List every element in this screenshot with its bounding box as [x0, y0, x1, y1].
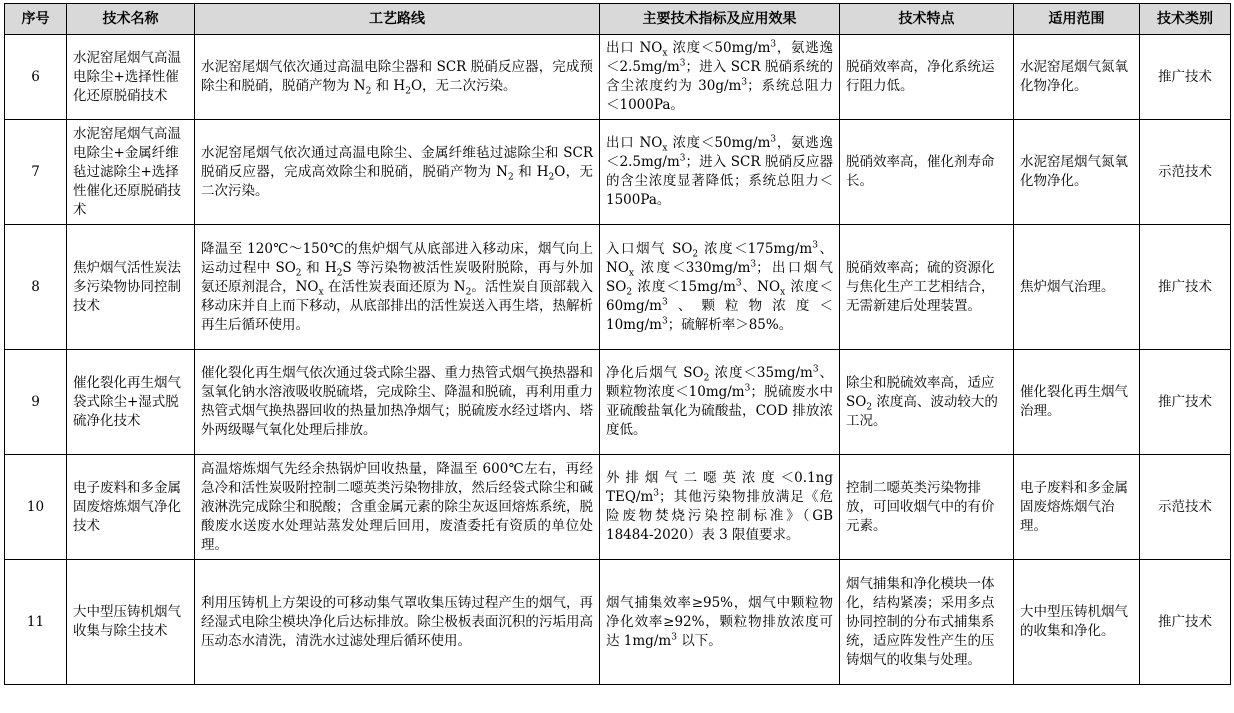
cell-scope: 催化裂化再生烟气治理。 [1014, 350, 1140, 455]
cell-feature: 脱硝效率高；硫的资源化与焦化生产工艺相结合，无需新建后处理装置。 [840, 225, 1014, 350]
table-row [5, 455, 1231, 560]
header-metric: 主要技术指标及应用效果 [600, 4, 840, 35]
table-header-row [5, 4, 1231, 35]
cell-name: 电子废料和多金属固废熔炼烟气净化技术 [67, 455, 195, 560]
cell-no: 9 [5, 350, 67, 455]
header-category: 技术类别 [1140, 4, 1231, 35]
cell-feature: 脱硝效率高，净化系统运行阻力低。 [840, 35, 1014, 120]
cell-route: 水泥窑尾烟气依次通过高温电除尘器和 SCR 脱硝反应器，完成预除尘和脱硝，脱硝产物为 $N_2$ 和 $H_2O$，无二次污染。 [195, 35, 600, 120]
cell-category: 推广技术 [1140, 35, 1231, 120]
table-row [5, 350, 1231, 455]
cell-metric: 净化后烟气 $SO_2$ 浓度$<35mg/m^3$、颗粒物浓度$<10mg/m^3$；脱硫废水中亚硫酸盐氧化为硫酸盐，COD 排放浓度低。 [600, 350, 840, 455]
cell-name: 焦炉烟气活性炭法多污染物协同控制技术 [67, 225, 195, 350]
cell-metric: 入口烟气 $SO_2$ 浓度$<175mg/m^3$、$NO_x$ 浓度$<330mg/m^3$；出口烟气 $SO_2$ 浓度$<15mg/m^3$、$NO_x$ 浓度$<60mg/m^3$、颗粒物浓度$<10mg/m^3$；硫解析率＞85%。 [600, 225, 840, 350]
cell-route: 水泥窑尾烟气依次通过高温电除尘、金属纤维毡过滤除尘和 SCR 脱硝反应器，完成高效除尘和脱硝，脱硝产物为 $N_2$ 和 $H_2O$，无二次污染。 [195, 120, 600, 225]
cell-name: 水泥窑尾烟气高温电除尘+选择性催化还原脱硝技术 [67, 35, 195, 120]
cell-no: 11 [5, 560, 67, 685]
cell-scope: 大中型压铸机烟气的收集和净化。 [1014, 560, 1140, 685]
table-row [5, 120, 1231, 225]
cell-metric: 烟气捕集效率≥95%，烟气中颗粒物净化效率≥92%，颗粒物排放浓度可达 $1mg/m^3$ 以下。 [600, 560, 840, 685]
cell-metric: 出口 $NO_x$ 浓度$<50mg/m^3$，氨逃逸$<2.5mg/m^3$；进入 SCR 脱硝系统的含尘浓度约为 $30g/m^3$；系统总阻力＜1000Pa。 [600, 35, 840, 120]
header-no: 序号 [5, 4, 67, 35]
cell-category: 推广技术 [1140, 225, 1231, 350]
cell-route: 催化裂化再生烟气依次通过袋式除尘器、重力热管式烟气换热器和氢氧化钠水溶液吸收脱硫塔，完成除尘、降温和脱硫，再利用重力热管式烟气换热器回收的热量加热净烟气；脱硫废水经过塔内、塔外两级曝气氧化处理后排放。 [195, 350, 600, 455]
cell-scope: 焦炉烟气治理。 [1014, 225, 1140, 350]
header-scope: 适用范围 [1014, 4, 1140, 35]
cell-name: 催化裂化再生烟气袋式除尘+湿式脱硫净化技术 [67, 350, 195, 455]
cell-category: 推广技术 [1140, 560, 1231, 685]
cell-no: 7 [5, 120, 67, 225]
cell-category: 示范技术 [1140, 455, 1231, 560]
cell-scope: 电子废料和多金属固废熔炼烟气治理。 [1014, 455, 1140, 560]
cell-metric: 外排烟气二噁英浓度＜0.1ng TEQ/$m^3$；其他污染物排放满足《危险废物焚烧污染控制标准》（GB 18484-2020）表 3 限值要求。 [600, 455, 840, 560]
cell-feature: 除尘和脱硫效率高，适应 $SO_2$ 浓度高、波动较大的工况。 [840, 350, 1014, 455]
cell-no: 6 [5, 35, 67, 120]
cell-metric: 出口 $NO_x$ 浓度$<50mg/m^3$，氨逃逸$<2.5mg/m^3$；进入 SCR 脱硝反应器的含尘浓度显著降低；系统总阻力＜1500Pa。 [600, 120, 840, 225]
cell-no: 10 [5, 455, 67, 560]
header-name: 技术名称 [67, 4, 195, 35]
table-row [5, 560, 1231, 685]
cell-scope: 水泥窑尾烟气氮氧化物净化。 [1014, 120, 1140, 225]
cell-route: 高温熔炼烟气先经余热锅炉回收热量，降温至 600℃左右，再经急冷和活性炭吸附控制二噁英类污染物排放，然后经袋式除尘和碱液淋洗完成除尘和脱酸；含重金属元素的除尘灰返回熔炼系统，脱酸废水送废水处理站蒸发处理后回用，废渣委托有资质的单位处理。 [195, 455, 600, 560]
cell-category: 示范技术 [1140, 120, 1231, 225]
header-route: 工艺路线 [195, 4, 600, 35]
cell-route: 降温至 120℃～150℃的焦炉烟气从底部进入移动床，烟气向上运动过程中 $SO_2$ 和 $H_2S$ 等污染物被活性炭吸附脱除，再与外加氨还原剂混合，$NO_x$ 在活性炭表面还原为 $N_2$。活性炭自顶部载入移动床并自上而下移动，从底部排出的活性炭送入再生塔，热解析再生后循环使用。 [195, 225, 600, 350]
cell-name: 大中型压铸机烟气收集与除尘技术 [67, 560, 195, 685]
table-row [5, 225, 1231, 350]
cell-feature: 控制二噁英类污染物排放，可回收烟气中的有价元素。 [840, 455, 1014, 560]
cell-name: 水泥窑尾烟气高温电除尘+金属纤维毡过滤除尘+选择性催化还原脱硝技术 [67, 120, 195, 225]
cell-scope: 水泥窑尾烟气氮氧化物净化。 [1014, 35, 1140, 120]
cell-feature: 烟气捕集和净化模块一体化，结构紧凑；采用多点协同控制的分布式捕集系统，适应阵发性产生的压铸烟气的收集与处理。 [840, 560, 1014, 685]
table-row [5, 35, 1231, 120]
cell-feature: 脱硝效率高，催化剂寿命长。 [840, 120, 1014, 225]
technology-table [4, 3, 1231, 685]
cell-route: 利用压铸机上方架设的可移动集气罩收集压铸过程产生的烟气，再经湿式电除尘模块净化后达标排放。除尘极板表面沉积的污垢用高压动态水清洗，清洗水过滤处理后循环使用。 [195, 560, 600, 685]
header-feature: 技术特点 [840, 4, 1014, 35]
cell-category: 推广技术 [1140, 350, 1231, 455]
cell-no: 8 [5, 225, 67, 350]
